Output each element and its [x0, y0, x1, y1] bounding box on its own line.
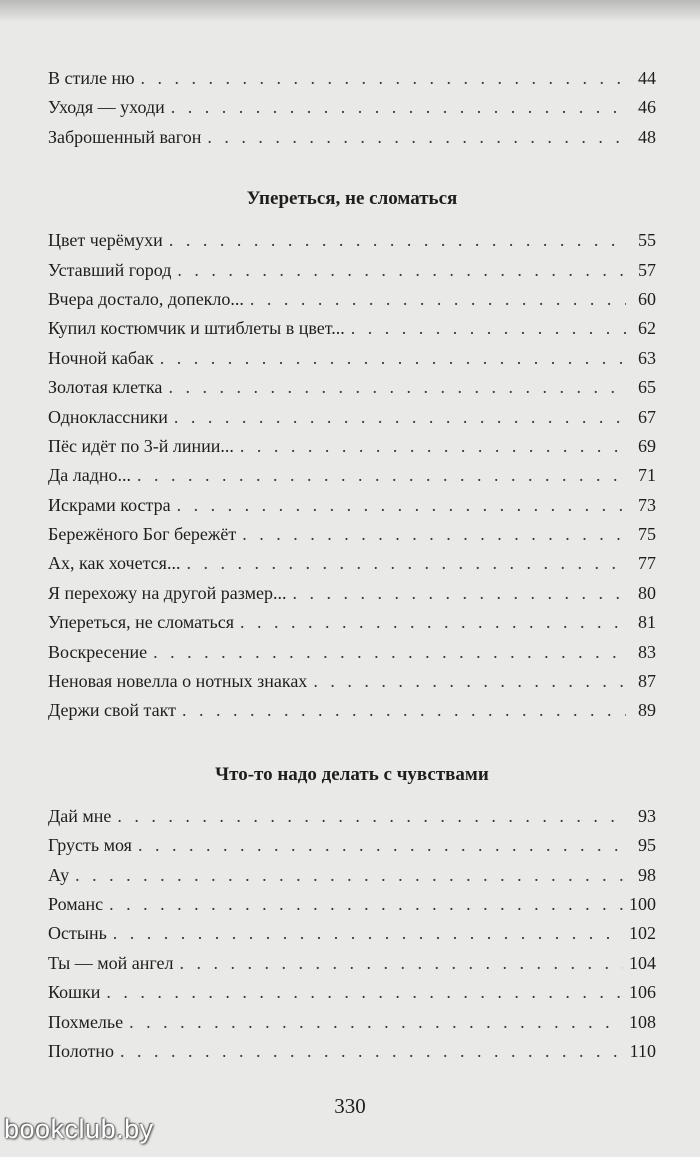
toc-entry-title: Искрами костра: [48, 494, 171, 515]
toc-entry-page: 83: [638, 641, 656, 662]
dot-leader: [75, 861, 626, 890]
toc-entry-title: Да ладно...: [48, 465, 132, 486]
toc-entry-title: Остынь: [48, 923, 107, 944]
toc-entry-title: Ах, как хочется...: [48, 553, 181, 574]
toc-entry-title: Уходя — уходи: [48, 97, 165, 118]
dot-leader: [169, 226, 626, 255]
toc-entry-page: 55: [638, 230, 656, 251]
toc-entry-page: 75: [638, 524, 656, 545]
toc-entry-page: 102: [629, 923, 656, 944]
section-heading: Упереться, не сломаться: [246, 188, 458, 210]
toc-entry: [48, 579, 656, 608]
toc-entry-page: 110: [629, 1040, 656, 1061]
dot-leader: [120, 1037, 624, 1066]
toc-section: [48, 226, 656, 726]
toc-entry-title: Похмелье: [48, 1011, 124, 1032]
toc-entry-title: Упереться, не сломаться: [48, 612, 235, 633]
toc-entry-title: В стиле ню: [48, 68, 135, 88]
toc-entry-page: 89: [638, 700, 656, 721]
toc-entry-page: 104: [629, 952, 656, 973]
dot-leader: [179, 949, 623, 978]
toc-entry: [48, 93, 656, 122]
toc-entry: [48, 314, 656, 343]
dot-leader: [168, 373, 626, 402]
toc-entry: [48, 608, 656, 637]
toc-entry-title: Полотно: [48, 1040, 115, 1061]
dot-leader: [117, 802, 626, 831]
dot-leader: [250, 285, 626, 314]
toc-entry-page: 67: [638, 406, 656, 427]
toc-entry: [48, 949, 656, 978]
toc-entry-page: 62: [638, 318, 656, 339]
toc-entry-page: 71: [638, 465, 656, 486]
toc-entry-page: 77: [638, 553, 656, 574]
toc-entry-page: 106: [629, 982, 656, 1003]
section-heading: Что-то надо делать с чувствами: [215, 763, 489, 785]
toc-entry-page: 63: [638, 347, 656, 368]
toc-entry-page: 95: [638, 835, 656, 856]
toc-entry-page: 60: [638, 288, 656, 309]
toc-entry: [48, 638, 656, 667]
dot-leader: [129, 1008, 623, 1037]
toc-entry-title: Грусть моя: [48, 835, 132, 856]
toc-entry: [48, 1037, 656, 1066]
dot-leader: [137, 461, 626, 490]
toc-entry-title: Романс: [48, 893, 104, 914]
toc-entry: [48, 256, 656, 285]
toc-entry-page: 93: [638, 805, 656, 826]
toc-entry: [48, 919, 656, 948]
dot-leader: [138, 831, 626, 860]
toc-entry-page: 44: [638, 68, 656, 88]
toc-section: [48, 802, 656, 1067]
toc-entry-title: Неновая новелла о нотных знаках: [48, 671, 308, 692]
toc-entry-title: Купил костюмчик и штиблеты в цвет...: [48, 318, 345, 339]
toc-entry: [48, 461, 656, 490]
dot-leader: [240, 608, 626, 637]
dot-leader: [293, 579, 626, 608]
toc-entry-title: Пёс идёт по 3-й линии...: [48, 435, 234, 456]
toc-entry-title: Кошки: [48, 982, 101, 1003]
page-top-shadow: [0, 0, 700, 22]
toc-entry: [48, 520, 656, 549]
page-number: 330: [334, 1094, 366, 1118]
dot-leader: [177, 256, 626, 285]
toc-section-continued: [48, 64, 656, 152]
dot-leader: [106, 978, 623, 1007]
toc-entry-page: 98: [638, 864, 656, 885]
watermark-text: bookclub.by: [4, 1114, 154, 1144]
dot-leader: [171, 93, 626, 122]
toc-entry-title: Цвет черёмухи: [48, 230, 163, 251]
toc-entry: [48, 432, 656, 461]
toc-entry-page: 73: [638, 494, 656, 515]
toc-entry-title: Бережёного Бог бережёт: [48, 524, 237, 545]
dot-leader: [160, 344, 626, 373]
toc-entry-page: 80: [638, 582, 656, 603]
toc-entry: [48, 802, 656, 831]
dot-leader: [242, 520, 626, 549]
toc-entry: [48, 549, 656, 578]
toc-entry-page: 57: [638, 259, 656, 280]
toc-entry-page: 108: [629, 1011, 656, 1032]
dot-leader: [153, 638, 626, 667]
dot-leader: [174, 403, 626, 432]
toc-entry-title: Вчера достало, допекло...: [48, 288, 244, 309]
dot-leader: [207, 123, 626, 152]
dot-leader: [313, 667, 626, 696]
toc-entry-title: Я перехожу на другой размер...: [48, 582, 287, 603]
toc-entry: [48, 491, 656, 520]
toc-entry: [48, 667, 656, 696]
toc-entry-page: 48: [638, 126, 656, 147]
toc-entry-page: 100: [629, 893, 656, 914]
toc-entry-page: 65: [638, 377, 656, 398]
toc-entry: [48, 344, 656, 373]
dot-leader: [177, 491, 626, 520]
toc-entry-title: Заброшенный вагон: [48, 126, 202, 147]
toc-entry-title: Воскресение: [48, 641, 148, 662]
toc-entry: [48, 226, 656, 255]
dot-leader: [186, 549, 626, 578]
dot-leader: [351, 314, 626, 343]
toc-entry: [48, 285, 656, 314]
toc-entry-page: 81: [638, 612, 656, 633]
toc-entry-title: Уставший город: [48, 259, 172, 280]
toc-entry-title: Держи свой такт: [48, 700, 177, 721]
toc-entry: [48, 1008, 656, 1037]
toc-entry-title: Дай мне: [48, 805, 112, 826]
toc-entry: [48, 696, 656, 725]
dot-leader: [113, 919, 623, 948]
toc-entry: [48, 861, 656, 890]
toc-entry-page: 46: [638, 97, 656, 118]
toc-entry: [48, 403, 656, 432]
dot-leader: [182, 696, 626, 725]
dot-leader: [240, 432, 626, 461]
toc-entry: [48, 373, 656, 402]
toc-entry-title: Одноклассники: [48, 406, 168, 427]
dot-leader: [141, 64, 626, 93]
toc-entry-page: 69: [638, 435, 656, 456]
toc-entry: [48, 978, 656, 1007]
dot-leader: [109, 890, 623, 919]
toc-entry: [48, 831, 656, 860]
toc-entry-title: Ау: [48, 864, 70, 885]
toc-entry: [48, 123, 656, 152]
toc-entry-title: Ты — мой ангел: [48, 952, 174, 973]
toc-entry-title: Золотая клетка: [48, 377, 163, 398]
toc-entry-title: Ночной кабак: [48, 347, 154, 368]
table-of-contents: [48, 64, 656, 1066]
toc-entry: [48, 890, 656, 919]
toc-entry: [48, 64, 656, 93]
toc-entry-page: 87: [638, 671, 656, 692]
